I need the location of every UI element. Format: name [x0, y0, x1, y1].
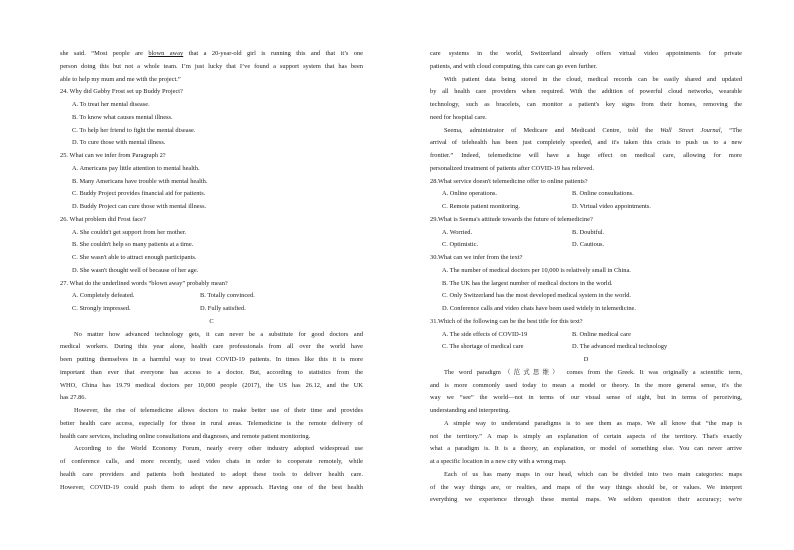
option: B. She couldn't help so many patients at a time. [72, 241, 194, 249]
passage-line: According to the World Economy Forum, nearly every other industry adopted widespread use [74, 445, 363, 453]
question-26-stem: 26. What problem did Frost face? [60, 215, 146, 223]
passage-line: of conference calls, and more recently, used video chats in order to cooperate remotely, while [60, 458, 363, 465]
question-25-stem: 25. What can we infer from Paragraph 2? [60, 152, 166, 159]
option: C. To help her friend to fight the mental disease. [72, 126, 196, 134]
option: B. Totally convinced. [200, 292, 255, 300]
option: D. Virtual video appointments. [572, 203, 651, 210]
option: C. Remote patient monitoring. [442, 203, 520, 210]
option: D. Fully satisfied. [200, 305, 246, 312]
option: A. She couldn't get support from her mother. [72, 228, 187, 236]
option: C. Optimistic. [442, 241, 479, 249]
option: A. The number of medical doctors per 10,000 is relatively small in China. [442, 266, 631, 274]
option: C. She wasn't able to attract enough participants. [72, 254, 197, 261]
option: A. Americans pay little attention to mental health. [72, 164, 200, 172]
passage-line: However, COVID-19 could push them to adopt the new approach. Having one of the best health [60, 483, 363, 491]
passage-line: care systems in the world, Switzerland already offers virtual video appointments for private [430, 50, 742, 57]
option: A. The side effects of COVID-19 [442, 330, 528, 338]
option: C. Strongly impressed. [72, 305, 131, 312]
answer-27: C [209, 317, 214, 325]
answer-31: D [583, 356, 589, 363]
passage-line: she said. “Most people are blown away that a 20-year-old girl is running this and that it’s one [60, 50, 363, 57]
question-31-stem: 31.Which of the following can be the best title for this text? [430, 317, 583, 325]
option: A. Worried. [442, 228, 473, 236]
passage-line: The word paradigm（范式思维） comes from the Greek. It was originally a scientific term, [444, 368, 742, 376]
passage-line: Each of us has many maps in our head, which can be divided into two main categories: maps [444, 470, 742, 478]
passage-line: understanding and interpreting. [430, 407, 511, 414]
underlined-phrase: blown away [148, 50, 184, 57]
option: B. To know what causes mental illness. [72, 113, 173, 121]
option: D. She wasn't thought well of because of her age. [72, 266, 199, 274]
option: C. Buddy Project provides financial aid for patients. [72, 190, 206, 198]
passage-line: arrival of telehealth has been just completely speeded, and it's taken this crisis to push us to a new [430, 139, 742, 147]
passage-line: able to help my mum and me with the project.” [60, 75, 181, 83]
passage-line: health care services, including online consultations and diagnoses, and remote patient monitoring. [60, 432, 311, 440]
option: A. Online operations. [442, 190, 498, 198]
option: D. To cure those with mental illness. [72, 139, 166, 147]
passage-line: No matter how advanced technology gets, it can never be a substitute for good doctors and [74, 330, 363, 338]
question-29-stem: 29.What is Seema's attitude towards the future of telemedicine? [430, 215, 593, 223]
passage-line: health care providers and patients both hesitated to adopt these tools to deliver health care. [60, 470, 363, 478]
passage-line: been putting themselves in a harmful way to treat COVID-19 patients. In times like this it is more [60, 356, 363, 363]
option: C. Only Switzerland has the most developed medical system in the world. [442, 292, 632, 300]
passage-line: at a specific location in a new city with a wrong map. [430, 458, 567, 465]
passage-line: A simple way to understand paradigms is to see them as maps. We all know that “the map is [444, 419, 742, 427]
passage-line: frontier.” Indeed, telemedicine will have a huge effect on medical care, allowing for more [430, 152, 742, 159]
passage-line: not the territory.” A map is simply an explanation of certain aspects of the territory. That's exactly [430, 432, 742, 440]
passage-line: of the way things are, or realties, and maps of the way things should be, or values. We interpret [430, 483, 742, 491]
option: B. Many Americans have trouble with mental health. [72, 177, 208, 185]
option: B. The UK has the largest number of medical doctors in the world. [442, 279, 613, 287]
passage-line: and is more commonly used today to mean a model or theory. In the more general sense, it's the [430, 381, 742, 389]
option-row [430, 341, 742, 354]
option-row [430, 227, 742, 240]
option-row [430, 188, 742, 201]
passage-line: medical workers. During this year alone, health care professionals from all over the world have [60, 343, 363, 351]
option-row [60, 290, 363, 303]
passage-line: way we “see” the world—not in terms of our visual sense of sight, but in terms of perceiving, [430, 394, 742, 402]
question-27-stem: 27. What do the underlined words “blown away” probably mean? [60, 279, 228, 287]
passage-line: patients, and with cloud computing, this care can go even further. [430, 62, 597, 70]
passage-line: personalized treatment of patients after COVID-19 has relieved. [430, 164, 594, 172]
right-column [430, 48, 742, 507]
passage-line: has 27.86. [60, 394, 87, 402]
passage-line: everything we experience through these mental maps. We seldom question their accuracy; we're [430, 496, 742, 504]
option: B. Online medical care [572, 330, 631, 338]
journal-title: Wall Street Journal [660, 126, 721, 134]
passage-line: technology, such as bracelets, can monitor a patient's key signs from their homes, removing the [430, 101, 742, 108]
left-column [60, 48, 363, 494]
option: D. Buddy Project can cure those with mental illness. [72, 203, 207, 210]
passage-line: better health care access, especially for those in rural areas. Telemedicine is the remote delivery of [60, 419, 363, 427]
option: D. Conference calls and video chats have been used widely in telemedicine. [442, 305, 636, 312]
passage-line: However, the rise of telemedicine allows doctors to make better use of their time and provides [74, 407, 363, 414]
passage-line: important than ever that everyone has access to a doctor. But, according to statistics from the [60, 368, 363, 376]
passage-line: what a paradigm is. It is a theory, an explanation, or model of something else. You can never arrive [430, 445, 742, 453]
question-30-stem: 30.What can we infer from the text? [430, 254, 523, 261]
option: D. The advanced medical technology [572, 343, 668, 351]
option: B. Doubtful. [572, 228, 605, 236]
passage-line: person doing this but not a whole team. I’m just lucky that I’ve found a support system that has been [60, 62, 363, 70]
option: B. Online consultations. [572, 190, 634, 198]
option-row [430, 239, 742, 252]
passage-line: need for hospital care. [430, 113, 487, 121]
option: A. Completely defeated. [72, 292, 135, 300]
question-28-stem: 28.What service doesn't telemedicine offer to online patients? [430, 177, 588, 185]
option-row [430, 329, 742, 342]
passage-line: by all health care providers when required. With the addition of powerful cloud networks, wearable [430, 88, 742, 96]
option: C. The shortage of medical care [442, 343, 524, 351]
option-row [430, 201, 742, 214]
passage-line: WHO, China has 19.79 medical doctors per 10,000 people (2017), the US has 26.12, and the UK [60, 381, 363, 389]
question-24-stem: 24. Why did Gabby Frost set up Buddy Project? [60, 88, 183, 96]
passage-line: With patient data being stored in the cloud, medical records can be easily shared and updated [444, 75, 742, 83]
option-row [60, 303, 363, 316]
option: A. To treat her mental disease. [72, 101, 150, 108]
passage-line: Seema, administrator of Medicare and Medicaid Centre, told the Wall Street Journal, “The [444, 126, 743, 134]
option: D. Cautious. [572, 241, 605, 249]
